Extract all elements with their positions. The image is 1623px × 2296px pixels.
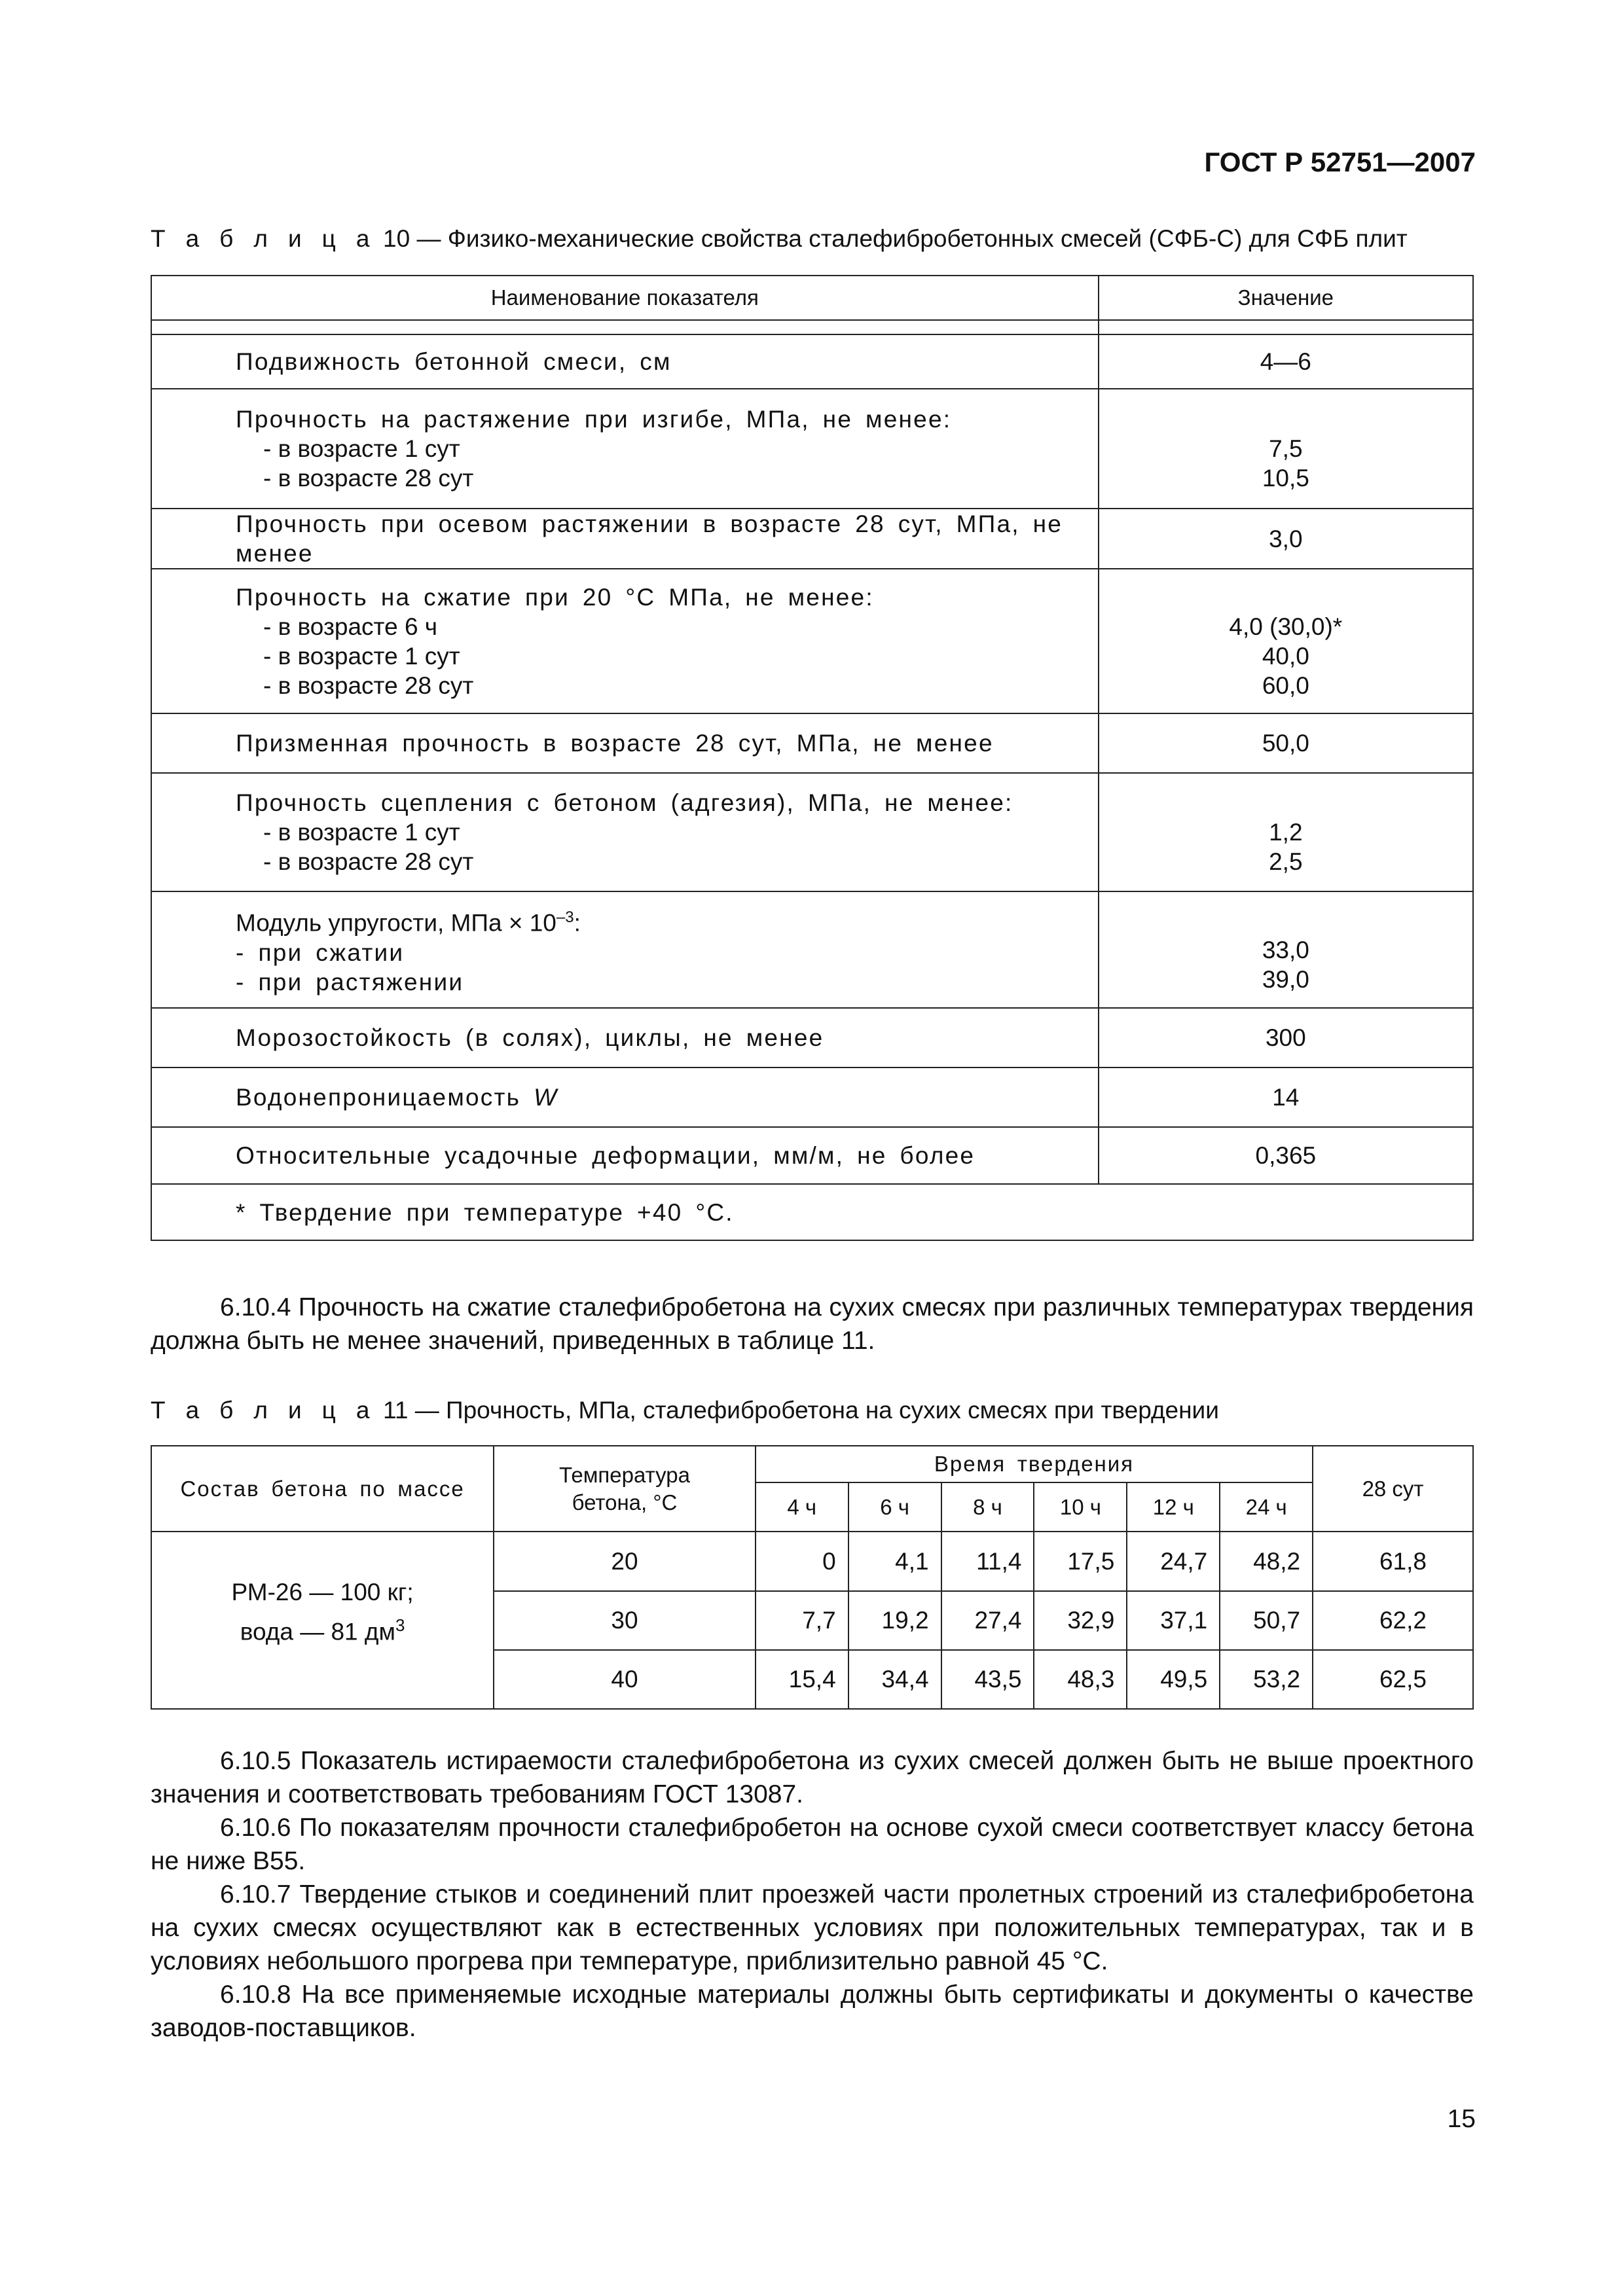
page-number: 15 (1447, 2105, 1476, 2133)
value-line: 39,0 (1262, 965, 1309, 993)
table-row (151, 1008, 1473, 1067)
temp-header-line2: бетона, °С (572, 1490, 678, 1515)
table10-caption (151, 225, 1408, 253)
header-gap (151, 320, 1099, 334)
strength-cell: 24,7 (1127, 1532, 1220, 1591)
strength-cell: 19,2 (848, 1591, 941, 1650)
column-header-temperature (494, 1446, 756, 1532)
table-row (151, 773, 1473, 891)
value-line: 1,2 (1269, 819, 1303, 846)
time-col-4h: 4 ч (756, 1482, 848, 1532)
strength-cell: 32,9 (1034, 1591, 1127, 1650)
table-row (151, 389, 1473, 509)
strength-28d-cell: 62,2 (1313, 1591, 1473, 1650)
paragraph-6-10-5: 6.10.5 Показатель истираемости сталефибробетона из сухих смесей должен быть не выше проектного значения и соответствовать требованиям ГОСТ 13087. (151, 1747, 1474, 1808)
property-name (151, 569, 1099, 713)
time-col-24h: 24 ч (1220, 1482, 1313, 1532)
concrete-composition (151, 1532, 494, 1709)
modulus-label: Модуль упругости, МПа × 10 (236, 909, 556, 937)
paragraph-6-10-7: 6.10.7 Твердение стыков и соединений плит проезжей части пролетных строений из сталефибробетона на сухих смесях осуществляют как в естественных условиях при положительных температурах, так и в условиях небольшого прогрева при температуре, приблизительно равной 45 °С. (151, 1880, 1474, 1975)
temperature-cell: 20 (494, 1532, 756, 1591)
property-name: Прочность при осевом растяжении в возрасте 28 сут, МПа, не менее (151, 509, 1099, 569)
table-row (151, 1532, 1473, 1591)
time-col-12h: 12 ч (1127, 1482, 1220, 1532)
paragraph-6-10-4 (151, 1291, 1474, 1357)
property-name (151, 773, 1099, 891)
strength-cell: 15,4 (756, 1650, 848, 1709)
property-value (1099, 891, 1473, 1008)
table11-caption-label: Т а б л и ц а (151, 1397, 376, 1424)
property-value: 3,0 (1099, 509, 1473, 569)
property-title (236, 903, 1098, 937)
property-name: Подвижность бетонной смеси, см (151, 334, 1099, 389)
value-line: 33,0 (1262, 936, 1309, 963)
strength-cell: 17,5 (1034, 1532, 1127, 1591)
property-value (1099, 773, 1473, 891)
property-name: Морозостойкость (в солях), циклы, не менее (151, 1008, 1099, 1067)
property-sub: - в возрасте 28 сут (263, 465, 474, 492)
property-value: 300 (1099, 1008, 1473, 1067)
strength-cell: 37,1 (1127, 1591, 1220, 1650)
value-line: 4,0 (30,0)* (1229, 613, 1343, 640)
strength-cell: 27,4 (941, 1591, 1034, 1650)
table11-caption (151, 1397, 1219, 1424)
table10-caption-text: 10 — Физико-механические свойства сталефибробетонных смесей (СФБ-С) для СФБ плит (383, 225, 1408, 252)
column-header-time: Время твердения (756, 1446, 1313, 1482)
property-value (1099, 569, 1473, 713)
property-name (151, 1067, 1099, 1127)
strength-cell: 11,4 (941, 1532, 1034, 1591)
table11-caption-text: 11 — Прочность, МПа, сталефибробетона на сухих смесях при твердении (383, 1397, 1219, 1424)
property-sub: - при растяжении (236, 968, 464, 996)
strength-cell: 34,4 (848, 1650, 941, 1709)
property-name: Относительные усадочные деформации, мм/м, не более (151, 1127, 1099, 1184)
property-name (151, 891, 1099, 1008)
value-line: 60,0 (1262, 672, 1309, 699)
value-line: 7,5 (1269, 435, 1303, 462)
temperature-cell: 40 (494, 1650, 756, 1709)
property-sub: - в возрасте 28 сут (263, 848, 474, 875)
composition-exponent: 3 (395, 1615, 405, 1635)
table-row (151, 334, 1473, 389)
property-title: Прочность на растяжение при изгибе, МПа, не менее: (236, 406, 952, 433)
table-row (151, 569, 1473, 713)
value-line: 10,5 (1262, 465, 1309, 492)
table-row (151, 891, 1473, 1008)
property-value: 14 (1099, 1067, 1473, 1127)
modulus-colon: : (574, 909, 581, 937)
property-sub: - в возрасте 1 сут (263, 642, 460, 670)
paragraph-6-10-6: 6.10.6 По показателям прочности сталефибробетон на основе сухой смеси соответствует классу бетона не ниже В55. (151, 1814, 1474, 1875)
paragraphs-6-10-5-to-6-10-8 (151, 1744, 1474, 2045)
properties-table (151, 275, 1474, 1241)
property-name (151, 389, 1099, 509)
header-gap (1099, 320, 1473, 334)
document-id: ГОСТ Р 52751—2007 (1204, 147, 1476, 177)
strength-cell: 49,5 (1127, 1650, 1220, 1709)
paragraph-text: 6.10.4 Прочность на сжатие сталефибробетона на сухих смесях при различных температурах твердения должна быть не менее значений, приведенных в таблице 11. (151, 1293, 1474, 1355)
column-header-composition: Состав бетона по массе (151, 1446, 494, 1532)
strength-cell: 50,7 (1220, 1591, 1313, 1650)
time-col-10h: 10 ч (1034, 1482, 1127, 1532)
strength-cell: 48,2 (1220, 1532, 1313, 1591)
column-header-28-days: 28 сут (1313, 1446, 1473, 1532)
strength-cell: 48,3 (1034, 1650, 1127, 1709)
property-value: 0,365 (1099, 1127, 1473, 1184)
table-row (151, 713, 1473, 773)
modulus-exponent: –3 (556, 908, 574, 927)
composition-line2: вода — 81 $дм^3$ (240, 1615, 405, 1645)
temperature-cell: 30 (494, 1591, 756, 1650)
composition-line1: РМ-26 — 100 кг; (231, 1579, 414, 1605)
waterproof-symbol: W (534, 1084, 558, 1111)
paragraph-6-10-8: 6.10.8 На все применяемые исходные материалы должны быть сертификаты и документы о качестве заводов-поставщиков. (151, 1981, 1474, 2042)
property-sub: - при сжатии (236, 939, 405, 966)
property-title: Прочность сцепления с бетоном (адгезия), МПа, не менее: (236, 789, 1013, 816)
column-header-name: Наименование показателя (151, 276, 1099, 320)
table-row (151, 509, 1473, 569)
property-value (1099, 389, 1473, 509)
property-sub: - в возрасте 6 ч (263, 613, 438, 640)
strength-28d-cell: 61,8 (1313, 1532, 1473, 1591)
property-value: 50,0 (1099, 713, 1473, 773)
property-value: 4—6 (1099, 334, 1473, 389)
strength-cell: 43,5 (941, 1650, 1034, 1709)
property-sub: - в возрасте 28 сут (263, 672, 474, 699)
property-sub: - в возрасте 1 сут (263, 819, 460, 846)
property-name: Призменная прочность в возрасте 28 сут, МПа, не менее (151, 713, 1099, 773)
time-col-8h: 8 ч (941, 1482, 1034, 1532)
strength-cell: 53,2 (1220, 1650, 1313, 1709)
table-row (151, 1127, 1473, 1184)
time-col-6h: 6 ч (848, 1482, 941, 1532)
table10-footnote: * Твердение при температуре +40 °С. (151, 1184, 1473, 1240)
temp-header-line1: Температура (559, 1462, 690, 1487)
strength-cell: 7,7 (756, 1591, 848, 1650)
table10-caption-label: Т а б л и ц а (151, 225, 376, 252)
strength-cell: 4,1 (848, 1532, 941, 1591)
strength-cell: 0 (756, 1532, 848, 1591)
strength-table (151, 1445, 1474, 1710)
property-sub: - в возрасте 1 сут (263, 435, 460, 462)
value-line: 40,0 (1262, 642, 1309, 670)
strength-28d-cell: 62,5 (1313, 1650, 1473, 1709)
column-header-value: Значение (1099, 276, 1473, 320)
table-row (151, 1067, 1473, 1127)
waterproof-label: Водонепроницаемость (236, 1084, 521, 1111)
value-line: 2,5 (1269, 848, 1303, 875)
property-title: Прочность на сжатие при 20 °С МПа, не менее: (236, 583, 874, 611)
